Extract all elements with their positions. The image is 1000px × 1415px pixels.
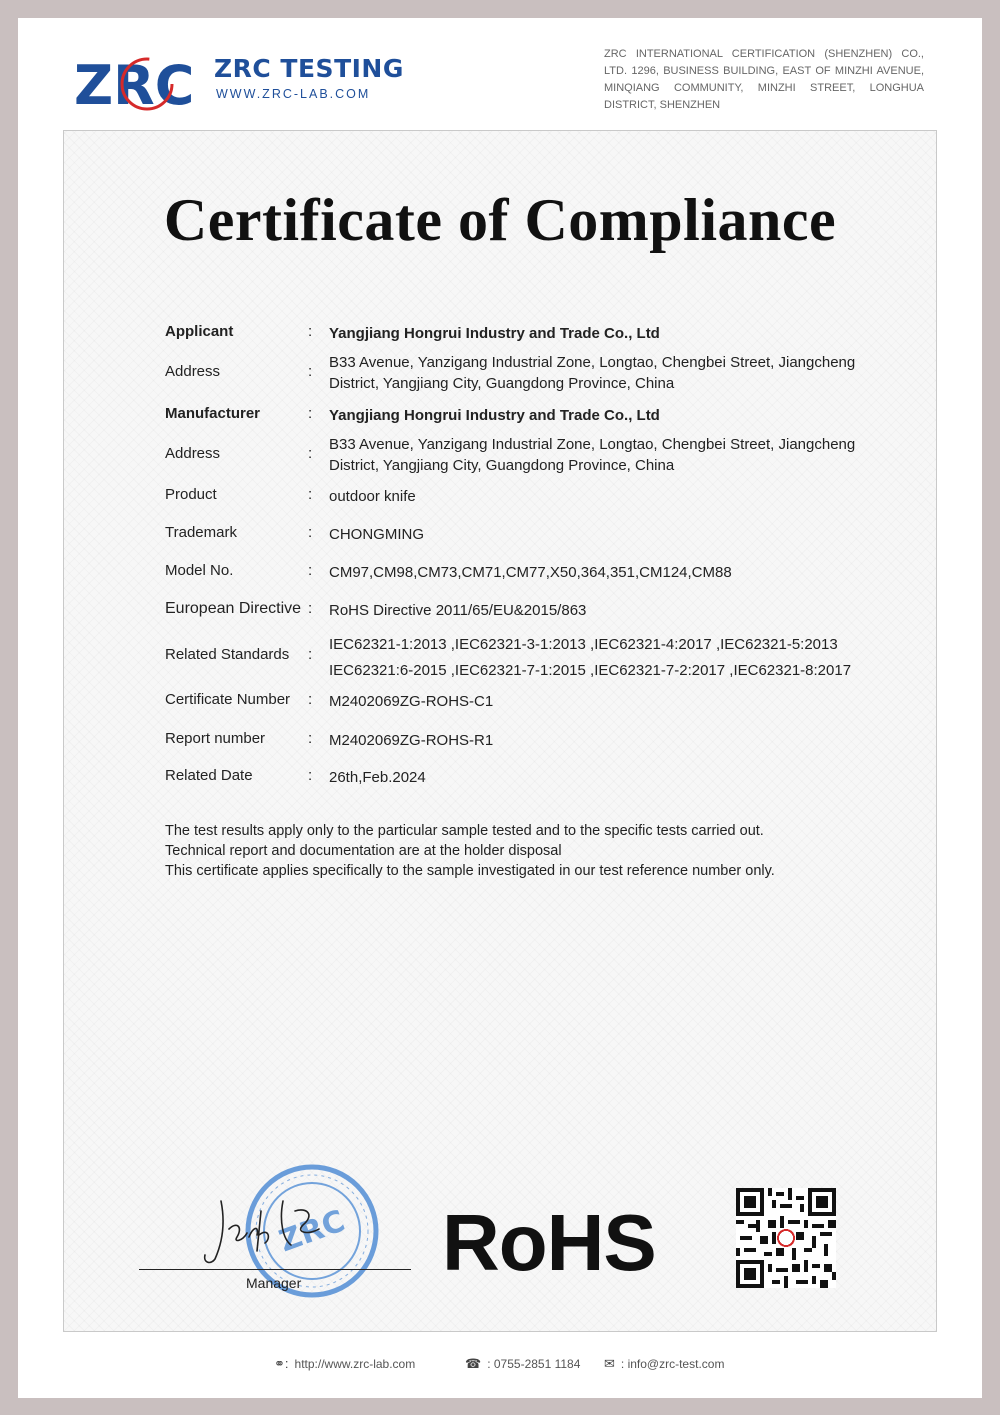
note-line: Technical report and documentation are at the holder disposal <box>165 843 562 859</box>
globe-icon: ⚭: <box>274 1356 289 1371</box>
field-label: European Directive <box>165 600 302 617</box>
certificate-notes <box>165 821 865 881</box>
rohs-mark: RoHS <box>442 1198 656 1287</box>
field-label: Related Standards <box>165 646 290 663</box>
qr-code-icon <box>736 1188 836 1288</box>
field-colon: : <box>308 524 313 541</box>
field-label: Model No. <box>165 562 234 579</box>
stamp-text: ZRC <box>274 1203 350 1260</box>
field-colon: : <box>308 363 313 380</box>
certificate-panel <box>63 130 937 1332</box>
website-text: http://www.zrc-lab.com <box>294 1357 416 1371</box>
signature-area <box>139 1161 419 1311</box>
field-label: Address <box>165 363 221 380</box>
field-value: RoHS Directive 2011/65/EU&2015/863 <box>329 602 587 619</box>
field-colon: : <box>308 323 313 340</box>
brand-url: WWW.ZRC-LAB.COM <box>216 87 371 101</box>
standards-line: IEC62321-1:2013 ,IEC62321-3-1:2013 ,IEC62321-4:2017 ,IEC62321-5:2013 <box>329 636 838 653</box>
field-label: Certificate Number <box>165 691 291 708</box>
field-colon: : <box>308 646 313 663</box>
field-value: B33 Avenue, Yanzigang Industrial Zone, Longtao, Chengbei Street, Jiangcheng District, Yangjiang City, Guangdong Province, China <box>329 436 856 474</box>
logo-letters: ZRC <box>74 54 195 117</box>
field-colon: : <box>308 562 313 579</box>
field-colon: : <box>308 691 313 708</box>
company-address: ZRC INTERNATIONAL CERTIFICATION (SHENZHEN) CO., LTD. 1296, BUSINESS BUILDING, EAST OF MINZHI AVENUE, MINQIANG COMMUNITY, MINZHI STREET, LONGHUA DISTRICT, SHENZHEN <box>604 48 924 111</box>
certificate-sheet <box>18 18 982 1398</box>
phone-text: : 0755-2851 1184 <box>487 1357 581 1371</box>
field-value: M2402069ZG-ROHS-C1 <box>329 693 494 710</box>
field-colon: : <box>308 600 313 617</box>
footer-email <box>604 1356 724 1372</box>
zrc-logo <box>74 48 404 128</box>
field-value: CHONGMING <box>329 526 424 543</box>
field-value: Yangjiang Hongrui Industry and Trade Co., Ltd <box>329 325 660 342</box>
field-label: Applicant <box>165 323 234 340</box>
field-label: Product <box>165 486 217 503</box>
field-colon: : <box>308 767 313 784</box>
phone-icon: ☎ <box>465 1356 482 1371</box>
field-colon: : <box>308 405 313 422</box>
certificate-title: Certificate of Compliance <box>163 187 837 253</box>
field-label: Trademark <box>165 524 237 541</box>
standards-line: IEC62321:6-2015 ,IEC62321-7-1:2015 ,IEC62321-7-2:2017 ,IEC62321-8:2017 <box>329 662 852 679</box>
field-label: Report number <box>165 730 266 747</box>
field-label: Manufacturer <box>165 405 261 422</box>
field-label: Address <box>165 445 221 462</box>
field-colon: : <box>308 730 313 747</box>
email-text: : info@zrc-test.com <box>620 1357 725 1371</box>
signer-role: Manager <box>246 1275 302 1291</box>
footer-website <box>274 1356 415 1372</box>
signature-line <box>139 1269 411 1270</box>
mail-icon: ✉ <box>604 1356 615 1371</box>
footer-phone <box>465 1356 580 1372</box>
field-value: Yangjiang Hongrui Industry and Trade Co., Ltd <box>329 407 660 424</box>
zrc-logo-mark <box>74 48 209 118</box>
field-value: B33 Avenue, Yanzigang Industrial Zone, Longtao, Chengbei Street, Jiangcheng District, Yangjiang City, Guangdong Province, China <box>329 354 856 392</box>
field-colon: : <box>308 486 313 503</box>
note-line: This certificate applies specifically to the sample investigated in our test reference number only. <box>165 863 775 879</box>
field-value <box>329 632 889 684</box>
field-value: CM97,CM98,CM73,CM71,CM77,X50,364,351,CM124,CM88 <box>329 564 732 581</box>
field-value: 26th,Feb.2024 <box>329 769 426 786</box>
handwritten-signature <box>199 1181 329 1281</box>
field-value: outdoor knife <box>329 488 416 505</box>
field-value: M2402069ZG-ROHS-R1 <box>329 732 494 749</box>
field-colon: : <box>308 445 313 462</box>
note-line: The test results apply only to the particular sample tested and to the specific tests carried out. <box>165 823 764 839</box>
brand-name: ZRC TESTING <box>214 54 404 83</box>
field-label: Related Date <box>165 767 253 784</box>
